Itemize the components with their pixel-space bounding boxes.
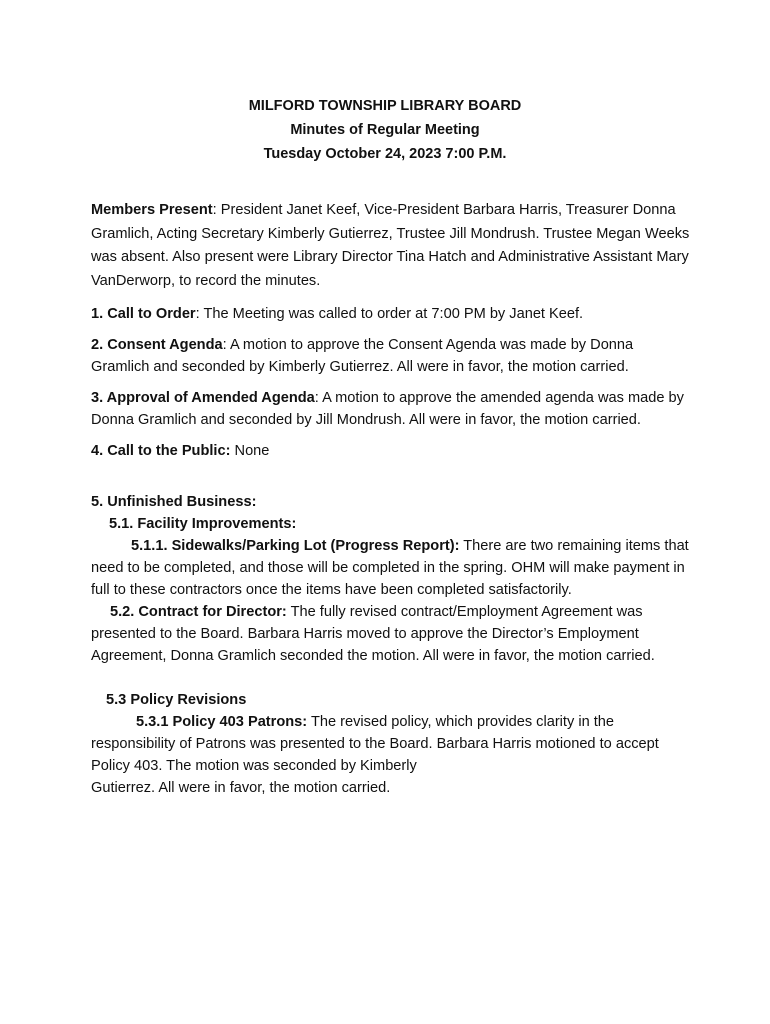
amended-agenda-text: : A motion to approve the amended agenda was made by Donna Gramlich and seconded by Jill Mondrush. All were in favor, the motion carried. (91, 390, 684, 428)
policy-403-item (91, 711, 691, 777)
call-to-public-label: 4. Call to the Public: (91, 443, 231, 459)
members-present-label: Members Present (91, 202, 213, 218)
sidewalks-item (91, 535, 691, 601)
unfinished-business-heading: 5. Unfinished Business: (91, 494, 257, 510)
meeting-date: Tuesday October 24, 2023 7:00 P.M. (263, 146, 507, 162)
item-call-to-public (91, 440, 691, 462)
contract-label: 5.2. Contract for Director: (110, 604, 287, 620)
call-to-public-text: None (230, 443, 270, 459)
sidewalks-label: 5.1.1. Sidewalks/Parking Lot (Progress Report): (131, 538, 460, 554)
members-present (91, 199, 691, 293)
call-to-order-label: 1. Call to Order (91, 306, 196, 322)
contract-text: The fully revised contract/Employment Agreement was presented to the Board. Barbara Harris moved to approve the Director’s Employment Agreement, Donna Gramlich seconded the motion. All were in favor, the motion carried. (91, 604, 655, 664)
board-name: MILFORD TOWNSHIP LIBRARY BOARD (248, 98, 522, 114)
unfinished-business (91, 491, 691, 799)
members-present-text: : President Janet Keef, Vice-President Barbara Harris, Treasurer Donna Gramlich, Acting Secretary Kimberly Gutierrez, Trustee Jill Mondrush. Trustee Megan Weeks was absent. Also present were Library Director Tina Hatch and Administrative Assistant Mary VanDerworp, to record the minutes. (91, 202, 690, 289)
sidewalks-text: There are two remaining items that need to be completed, and those will be completed in the spring. OHM will make payment in full to these contractors once the items have been completed satisfactorily. (91, 538, 689, 598)
policy-403-text: The revised policy, which provides clarity in the responsibility of Patrons was presented to the Board. Barbara Harris motioned to accept Policy 403. The motion was seconded by Kimberly (91, 714, 659, 774)
policy-revisions-heading: 5.3 Policy Revisions (106, 692, 247, 708)
amended-agenda-label: 3. Approval of Amended Agenda (91, 390, 315, 406)
item-call-to-order (91, 303, 691, 325)
item-consent-agenda (91, 334, 691, 378)
contract-item (91, 601, 691, 667)
facility-improvements-heading: 5.1. Facility Improvements: (109, 516, 297, 532)
item-amended-agenda (91, 387, 691, 431)
consent-agenda-text: : A motion to approve the Consent Agenda was made by Donna Gramlich and seconded by Kimberly Gutierrez. All were in favor, the motion carried. (91, 337, 634, 375)
document-header (0, 94, 770, 166)
consent-agenda-label: 2. Consent Agenda (91, 337, 223, 353)
call-to-order-text: : The Meeting was called to order at 7:00 PM by Janet Keef. (195, 306, 584, 322)
minutes-body (91, 199, 691, 799)
policy-403-label: 5.3.1 Policy 403 Patrons: (136, 714, 308, 730)
policy-403-continued: Gutierrez. All were in favor, the motion carried. (91, 780, 391, 796)
meeting-type: Minutes of Regular Meeting (290, 122, 480, 138)
